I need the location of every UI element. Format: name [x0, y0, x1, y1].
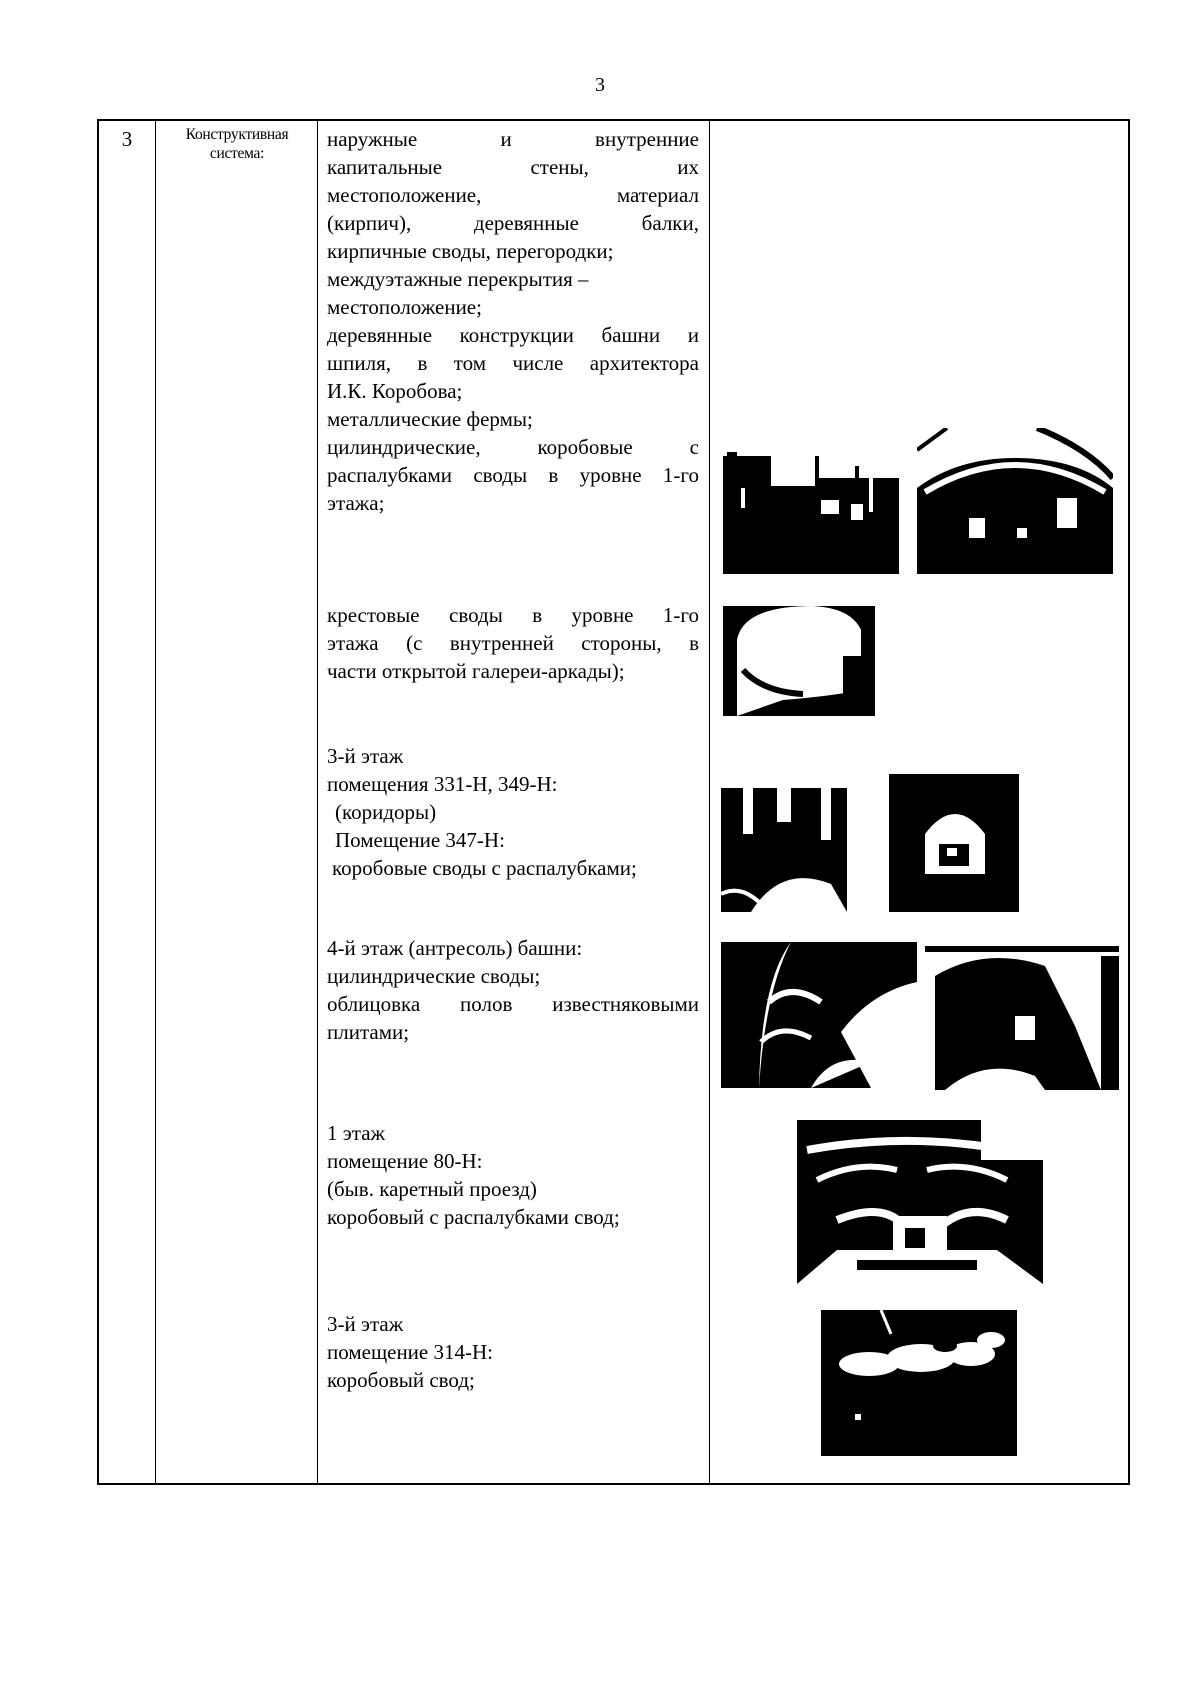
vault-photo	[723, 442, 899, 574]
text-line: местоположение;	[327, 295, 482, 319]
text-line: Помещение 347-Н:	[335, 828, 505, 852]
text-block-3rd-floor	[327, 742, 699, 882]
text-line: коробовый свод;	[327, 1368, 475, 1392]
corridor-photo	[721, 754, 847, 912]
column-divider	[709, 121, 710, 1483]
text-line: наружные и внутренние	[327, 127, 699, 151]
text-line: распалубками своды в уровне 1-го	[327, 463, 699, 487]
page-number: 3	[595, 74, 605, 96]
text-block-cross-vaults	[327, 601, 699, 685]
carriage-passage-photo	[797, 1120, 1043, 1284]
text-line: шпиля, в том числе архитектора	[327, 351, 699, 375]
text-line: помещения 331-Н, 349-Н:	[327, 772, 558, 796]
text-line: цилиндрические, коробовые с	[327, 435, 699, 459]
text-line: плитами;	[327, 1020, 410, 1044]
text-line: 3-й этаж	[327, 1312, 404, 1336]
room-314-photo	[821, 1310, 1017, 1456]
text-block-4th-floor	[327, 934, 699, 1046]
text-line: крестовые своды в уровне 1-го	[327, 603, 699, 627]
tower-vault-photo	[721, 942, 917, 1088]
text-line: 1 этаж	[327, 1121, 386, 1145]
vault-photo	[917, 428, 1113, 574]
text-line: (кирпич), деревянные балки,	[327, 211, 699, 235]
text-line: (коридоры)	[335, 800, 437, 824]
text-line: междуэтажные перекрытия –	[327, 267, 589, 291]
row-number: 3	[121, 127, 133, 151]
cross-vault-photo	[723, 600, 875, 716]
text-line: кирпичные своды, перегородки;	[327, 239, 614, 263]
text-line: помещение 80-Н:	[327, 1149, 483, 1173]
column-divider	[317, 121, 318, 1483]
text-line: этажа (с внутренней стороны, в	[327, 631, 699, 655]
tower-floor-photo	[925, 946, 1119, 1090]
text-line: металлические фермы;	[327, 407, 533, 431]
text-line: коробовый с распалубками свод;	[327, 1205, 620, 1229]
text-block-1st-floor	[327, 1119, 699, 1231]
text-block-walls	[327, 125, 699, 517]
text-line: И.К. Коробова;	[327, 379, 463, 403]
text-line: части открытой галереи-аркады);	[327, 659, 625, 683]
text-line: деревянные конструкции башни и	[327, 323, 699, 347]
text-block-room-314	[327, 1310, 699, 1394]
text-line: местоположение, материал	[327, 183, 699, 207]
text-line: (быв. каретный проезд)	[327, 1177, 537, 1201]
text-line: 3-й этаж	[327, 744, 404, 768]
column-divider	[155, 121, 156, 1483]
text-line: капитальные стены, их	[327, 155, 699, 179]
text-line: облицовка полов известняковыми	[327, 992, 699, 1016]
row-label: Конструктивная система:	[185, 126, 289, 162]
text-line: коробовые своды с распалубками;	[332, 856, 637, 880]
text-line: этажа;	[327, 491, 385, 515]
text-line: помещение 314-Н:	[327, 1340, 493, 1364]
arch-photo	[889, 744, 1019, 912]
text-line: 4-й этаж (антресоль) башни:	[327, 936, 583, 960]
text-line: цилиндрические своды;	[327, 964, 541, 988]
